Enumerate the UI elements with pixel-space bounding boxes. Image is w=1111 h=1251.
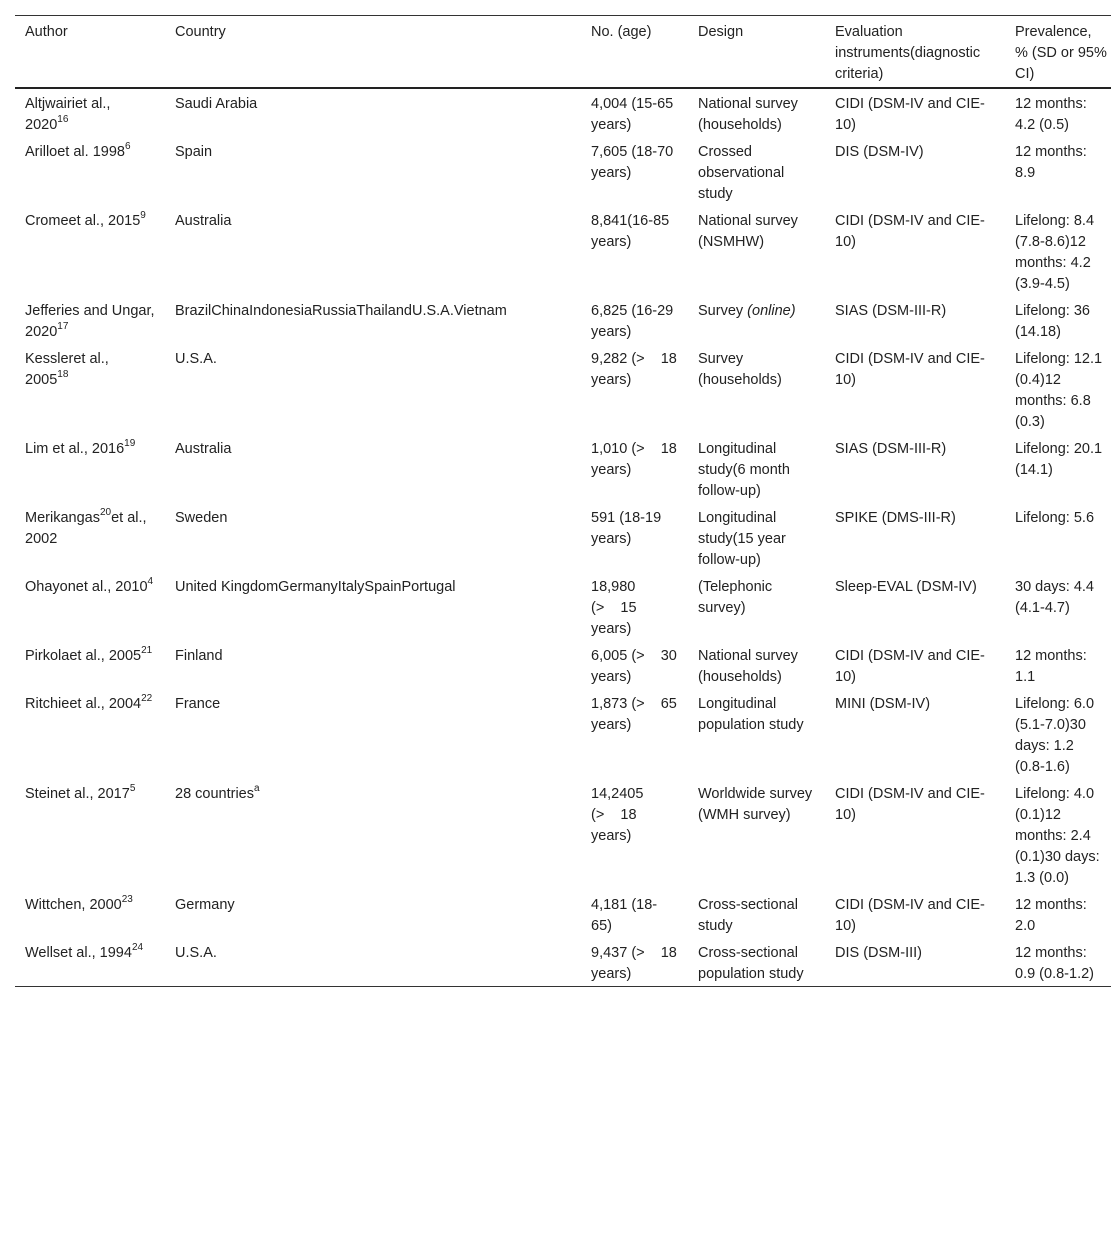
country-text: Australia (175, 213, 232, 229)
table-row (15, 689, 1111, 779)
instrument-text: DIS (DSM-IV) (835, 144, 924, 160)
table-row (15, 938, 1111, 987)
author-name: Arilloet al. 1998 (25, 144, 125, 160)
reference-number: 21 (141, 645, 153, 657)
author-name: Lim et al., 2016 (25, 441, 125, 457)
instrument-text: CIDI (DSM-IV and CIE-10) (835, 786, 985, 823)
instrument-text: DIS (DSM-III) (835, 945, 922, 961)
instrument-cell (825, 938, 1005, 987)
prevalence-text: Lifelong: 5.6 (1015, 510, 1095, 526)
instrument-cell (825, 641, 1005, 689)
design-text: Longitudinal study(6 month follow-up) (698, 441, 790, 499)
design-cell (688, 88, 825, 137)
country-cell (165, 779, 581, 890)
author-cell (15, 779, 165, 890)
design-cell (688, 641, 825, 689)
table-row (15, 88, 1111, 137)
sample-text: 9,282 (> 18 years) (591, 351, 677, 388)
sample-cell (581, 206, 688, 296)
sample-text: 6,825 (16-29 years) (591, 303, 674, 340)
sample-text: 7,605 (18-70 years) (591, 144, 674, 181)
prevalence-text: 12 months: 1.1 (1015, 648, 1087, 685)
design-text: National survey (households) (698, 648, 798, 685)
author-name: Jefferies and Ungar, 2020 (25, 303, 155, 340)
design-cell (688, 779, 825, 890)
prevalence-cell (1005, 434, 1111, 503)
prevalence-text: Lifelong: 8.4 (7.8-8.6)12 months: 4.2 (3.9-4.5) (1015, 213, 1095, 292)
sample-cell (581, 938, 688, 987)
header-row (15, 16, 1111, 89)
header-instruments: Evaluation instruments(diagnostic criteria) (825, 16, 1005, 89)
sample-text: 4,181 (18-65) (591, 897, 658, 934)
instrument-text: SPIKE (DMS-III-R) (835, 510, 956, 526)
instrument-cell (825, 137, 1005, 206)
instrument-cell (825, 296, 1005, 344)
reference-number: 22 (141, 693, 153, 705)
header-prevalence: Prevalence, % (SD or 95% CI) (1005, 16, 1111, 89)
author-cell (15, 296, 165, 344)
instrument-cell (825, 503, 1005, 572)
sample-cell (581, 88, 688, 137)
prevalence-table (15, 15, 1111, 987)
prevalence-text: Lifelong: 12.1 (0.4)12 months: 6.8 (0.3) (1015, 351, 1103, 430)
country-text: Germany (175, 897, 235, 913)
table-row (15, 344, 1111, 434)
design-cell (688, 206, 825, 296)
author-cell (15, 434, 165, 503)
country-text: U.S.A. (175, 945, 217, 961)
country-cell (165, 689, 581, 779)
author-name: Merikangas (25, 510, 100, 526)
table-row (15, 206, 1111, 296)
country-cell (165, 88, 581, 137)
prevalence-cell (1005, 206, 1111, 296)
sample-cell (581, 641, 688, 689)
prevalence-cell (1005, 88, 1111, 137)
reference-number: 18 (57, 369, 69, 381)
prevalence-cell (1005, 641, 1111, 689)
design-text: Longitudinal population study (698, 696, 804, 733)
design-text: (Telephonic survey) (698, 579, 773, 616)
prevalence-text: Lifelong: 4.0 (0.1)12 months: 2.4 (0.1)30 days: 1.3 (0.0) (1015, 786, 1100, 886)
country-cell (165, 296, 581, 344)
prevalence-text: 12 months: 0.9 (0.8-1.2) (1015, 945, 1094, 982)
country-text: Australia (175, 441, 232, 457)
design-text: Survey (households) (698, 351, 782, 388)
reference-number: 20 (99, 507, 112, 519)
author-cell (15, 890, 165, 938)
prevalence-text: Lifelong: 36 (14.18) (1015, 303, 1090, 340)
sample-text: 9,437 (> 18 years) (591, 945, 677, 982)
country-text: U.S.A. (175, 351, 217, 367)
reference-number: 4 (147, 576, 154, 588)
table-row (15, 779, 1111, 890)
header-sample: No. (age) (581, 16, 688, 89)
author-suffix: et al., 2002 (25, 510, 147, 547)
instrument-cell (825, 779, 1005, 890)
prevalence-cell (1005, 503, 1111, 572)
prevalence-cell (1005, 938, 1111, 987)
instrument-text: CIDI (DSM-IV and CIE-10) (835, 213, 985, 250)
author-cell (15, 88, 165, 137)
table-row (15, 503, 1111, 572)
table-row (15, 137, 1111, 206)
sample-text: 8,841(16-85 years) (591, 213, 670, 250)
author-name: Wellset al., 1994 (25, 945, 132, 961)
instrument-text: CIDI (DSM-IV and CIE-10) (835, 648, 985, 685)
sample-cell (581, 779, 688, 890)
reference-number: 5 (129, 783, 136, 795)
author-cell (15, 689, 165, 779)
design-cell (688, 689, 825, 779)
author-name: Altjwairiet al., 2020 (25, 96, 111, 133)
design-text: National survey (households) (698, 96, 798, 133)
design-cell (688, 434, 825, 503)
reference-number: 9 (140, 210, 146, 222)
instrument-cell (825, 344, 1005, 434)
reference-number: 17 (57, 321, 69, 333)
author-name: Ohayonet al., 2010 (25, 579, 148, 595)
design-cell (688, 572, 825, 641)
instrument-text: SIAS (DSM-III-R) (835, 441, 947, 457)
country-cell (165, 572, 581, 641)
prevalence-cell (1005, 344, 1111, 434)
country-cell (165, 503, 581, 572)
table-body (15, 88, 1111, 987)
instrument-text: Sleep-EVAL (DSM-IV) (835, 579, 977, 595)
prevalence-text: Lifelong: 6.0 (5.1-7.0)30 days: 1.2 (0.8-1.6) (1015, 696, 1095, 775)
table-header (15, 16, 1111, 89)
prevalence-text: 12 months: 8.9 (1015, 144, 1087, 181)
design-cell (688, 344, 825, 434)
reference-number: 19 (124, 438, 136, 450)
prevalence-cell (1005, 137, 1111, 206)
country-cell (165, 344, 581, 434)
prevalence-cell (1005, 779, 1111, 890)
sample-text: 4,004 (15-65 years) (591, 96, 674, 133)
sample-cell (581, 344, 688, 434)
instrument-text: SIAS (DSM-III-R) (835, 303, 947, 319)
design-text: Cross-sectional study (698, 897, 798, 934)
sample-cell (581, 137, 688, 206)
country-text: Spain (175, 144, 213, 160)
sample-text: 14,2405 (> 18 years) (591, 786, 644, 844)
author-name: Cromeet al., 2015 (25, 213, 141, 229)
prevalence-cell (1005, 572, 1111, 641)
author-name: Pirkolaet al., 2005 (25, 648, 142, 664)
instrument-cell (825, 890, 1005, 938)
instrument-cell (825, 88, 1005, 137)
country-text: United KingdomGermanyItalySpainPortugal (175, 579, 456, 595)
author-name: Wittchen, 2000 (25, 897, 122, 913)
country-cell (165, 890, 581, 938)
sample-text: 1,010 (> 18 years) (591, 441, 677, 478)
instrument-cell (825, 434, 1005, 503)
sample-text: 1,873 (> 65 years) (591, 696, 677, 733)
instrument-cell (825, 206, 1005, 296)
table-row (15, 641, 1111, 689)
author-name: Ritchieet al., 2004 (25, 696, 142, 712)
sample-text: 6,005 (> 30 years) (591, 648, 677, 685)
prevalence-text: 30 days: 4.4 (4.1-4.7) (1015, 579, 1094, 616)
sample-cell (581, 689, 688, 779)
author-name: Steinet al., 2017 (25, 786, 130, 802)
design-cell (688, 503, 825, 572)
author-cell (15, 137, 165, 206)
author-cell (15, 938, 165, 987)
country-cell (165, 641, 581, 689)
prevalence-cell (1005, 689, 1111, 779)
country-cell (165, 206, 581, 296)
sample-cell (581, 890, 688, 938)
country-footnote: a (254, 783, 260, 795)
prevalence-text: Lifelong: 20.1 (14.1) (1015, 441, 1103, 478)
sample-cell (581, 296, 688, 344)
prevalence-text: 12 months: 2.0 (1015, 897, 1087, 934)
design-cell (688, 296, 825, 344)
country-text: Saudi Arabia (175, 96, 258, 112)
design-text: National survey (NSMHW) (698, 213, 798, 250)
country-text: Sweden (175, 510, 228, 526)
sample-text: 18,980 (> 15 years) (591, 579, 637, 637)
country-text: BrazilChinaIndonesiaRussiaThailandU.S.A.Vietnam (175, 303, 507, 319)
design-cell (688, 137, 825, 206)
sample-cell (581, 572, 688, 641)
design-text: Worldwide survey (WMH survey) (698, 786, 813, 823)
author-cell (15, 206, 165, 296)
table-row (15, 434, 1111, 503)
design-text: Crossed observational study (698, 144, 785, 202)
reference-number: 24 (131, 942, 144, 954)
reference-number: 23 (121, 894, 133, 906)
country-cell (165, 434, 581, 503)
prevalence-text: 12 months: 4.2 (0.5) (1015, 96, 1087, 133)
reference-number: 6 (124, 141, 131, 153)
sample-cell (581, 503, 688, 572)
author-name: Kessleret al., 2005 (25, 351, 109, 388)
instrument-text: CIDI (DSM-IV and CIE-10) (835, 96, 985, 133)
country-text: Finland (175, 648, 223, 664)
design-cell (688, 890, 825, 938)
country-cell (165, 938, 581, 987)
design-cell (688, 938, 825, 987)
instrument-text: CIDI (DSM-IV and CIE-10) (835, 351, 985, 388)
design-emphasis: (online) (747, 303, 796, 319)
prevalence-cell (1005, 296, 1111, 344)
table-container (15, 15, 1111, 987)
instrument-text: MINI (DSM-IV) (835, 696, 931, 712)
author-cell (15, 503, 165, 572)
header-author: Author (15, 16, 165, 89)
country-cell (165, 137, 581, 206)
author-cell (15, 572, 165, 641)
country-text: 28 countries (175, 786, 254, 802)
country-text: France (175, 696, 221, 712)
design-text: Longitudinal study(15 year follow-up) (698, 510, 786, 568)
header-design: Design (688, 16, 825, 89)
instrument-cell (825, 572, 1005, 641)
table-row (15, 296, 1111, 344)
author-cell (15, 641, 165, 689)
header-country: Country (165, 16, 581, 89)
design-text: Survey (698, 303, 748, 319)
design-text: Cross-sectional population study (698, 945, 804, 982)
table-row (15, 572, 1111, 641)
instrument-text: CIDI (DSM-IV and CIE-10) (835, 897, 985, 934)
author-cell (15, 344, 165, 434)
instrument-cell (825, 689, 1005, 779)
sample-text: 591 (18-19 years) (591, 510, 662, 547)
sample-cell (581, 434, 688, 503)
reference-number: 16 (57, 114, 69, 126)
prevalence-cell (1005, 890, 1111, 938)
table-row (15, 890, 1111, 938)
